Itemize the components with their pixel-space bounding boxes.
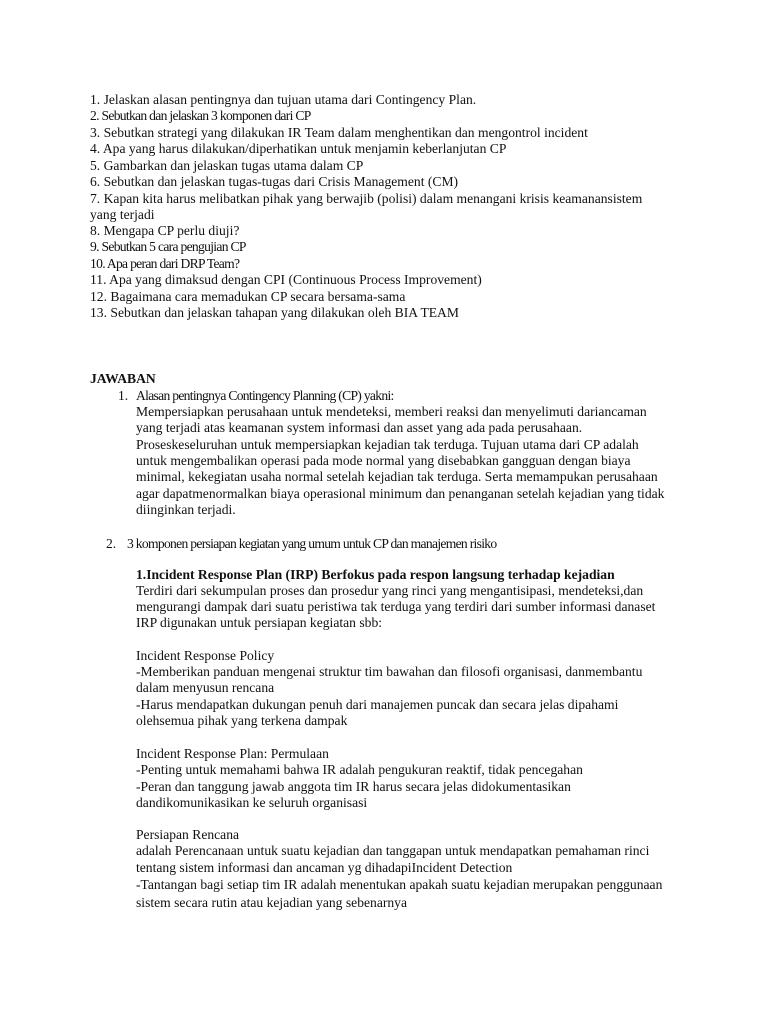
policy-line: -Harus mendapatkan dukungan penuh dari manajemen puncak dan secara jelas dipahami: [136, 697, 619, 712]
question-2: 2. Sebutkan dan jelaskan 3 komponen dari CP: [90, 108, 311, 123]
answer-1-line: diinginkan terjadi.: [136, 502, 236, 517]
question-13: 13. Sebutkan dan jelaskan tahapan yang dilakukan oleh BIA TEAM: [90, 305, 459, 320]
prep-line: tentang sistem informasi dan ancaman yg dihadapiIncident Detection: [136, 860, 513, 875]
question-10: 10. Apa peran dari DRP Team?: [90, 256, 240, 271]
answer-2-title: 3 komponen persiapan kegiatan yang umum untuk CP dan manajemen risiko: [127, 536, 497, 551]
irp-heading: 1.Incident Response Plan (IRP) Berfokus pada respon langsung terhadap kejadian: [136, 567, 615, 582]
answer-1-line: minimal, kekegiatan usaha normal setelah kejadian tak terduga. Serta memampukan perusahaan: [136, 469, 658, 484]
question-12: 12. Bagaimana cara memadukan CP secara bersama-sama: [90, 289, 406, 304]
plan-title: Incident Response Plan: Permulaan: [136, 746, 329, 761]
question-5: 5. Gambarkan dan jelaskan tugas utama dalam CP: [90, 158, 364, 173]
question-8: 8. Mengapa CP perlu diuji?: [90, 223, 240, 238]
policy-line: olehsemua pihak yang terkena dampak: [136, 713, 348, 728]
question-11: 11. Apa yang dimaksud dengan CPI (Continuous Process Improvement): [90, 272, 482, 287]
plan-line: -Penting untuk memahami bahwa IR adalah pengukuran reaktif, tidak pencegahan: [136, 762, 583, 777]
prep-line: sistem secara rutin atau kejadian yang sebenarnya: [136, 895, 408, 910]
irp-line: IRP digunakan untuk persiapan kegiatan sbb:: [136, 615, 383, 630]
answer-1-line: yang terjadi atas keamanan system informasi dan asset yang ada pada perusahaan.: [136, 420, 583, 435]
irp-line: Terdiri dari sekumpulan proses dan prosedur yang rinci yang mengantisipasi, mendeteksi,dan: [136, 583, 644, 598]
policy-line: -Memberikan panduan mengenai struktur tim bawahan dan filosofi organisasi, danmembantu: [136, 664, 643, 679]
policy-title: Incident Response Policy: [136, 648, 275, 663]
answer-2-number: 2.: [106, 536, 117, 551]
answer-1-number: 1.: [118, 388, 129, 403]
prep-line: adalah Perencanaan untuk suatu kejadian dan tanggapan untuk mendapatkan pemahaman rinci: [136, 843, 650, 858]
answer-1-line: Mempersiapkan perusahaan untuk mendeteksi, memberi reaksi dan menyelimuti dariancaman: [136, 404, 647, 419]
question-9: 9. Sebutkan 5 cara pengujian CP: [90, 239, 246, 254]
plan-line: -Peran dan tanggung jawab anggota tim IR harus secara jelas didokumentasikan: [136, 779, 571, 794]
question-1: 1. Jelaskan alasan pentingnya dan tujuan utama dari Contingency Plan.: [90, 92, 477, 107]
answer-1-line: agar dapatmenormalkan biaya operasional minimum dan penanganan setelah kejadian yang tidak: [136, 486, 665, 501]
answers-heading: JAWABAN: [90, 371, 156, 386]
prep-line: -Tantangan bagi setiap tim IR adalah menentukan apakah suatu kejadian merupakan penggunaan: [136, 877, 663, 892]
prep-title: Persiapan Rencana: [136, 827, 240, 842]
question-4: 4. Apa yang harus dilakukan/diperhatikan untuk menjamin keberlanjutan CP: [90, 141, 507, 156]
plan-line: dandikomunikasikan ke seluruh organisasi: [136, 795, 368, 810]
policy-line: dalam menyusun rencana: [136, 680, 275, 695]
answer-1-title: Alasan pentingnya Contingency Planning (CP) yakni:: [136, 388, 394, 403]
irp-line: mengurangi dampak dari suatu peristiwa tak terduga yang terdiri dari sumber informasi danaset: [136, 599, 656, 614]
question-7: 7. Kapan kita harus melibatkan pihak yang berwajib (polisi) dalam menangani krisis keamanansistem: [90, 191, 643, 206]
answer-1-line: Proseskeseluruhan untuk mempersiapkan kejadian tak terduga. Tujuan utama dari CP adalah: [136, 437, 639, 452]
question-6: 6. Sebutkan dan jelaskan tugas-tugas dari Crisis Management (CM): [90, 174, 459, 189]
question-7-cont: yang terjadi: [90, 207, 155, 222]
question-3: 3. Sebutkan strategi yang dilakukan IR Team dalam menghentikan dan mengontrol incident: [90, 125, 588, 140]
answer-1-line: untuk mengembalikan operasi pada mode normal yang disebabkan gangguan dengan biaya: [136, 453, 631, 468]
